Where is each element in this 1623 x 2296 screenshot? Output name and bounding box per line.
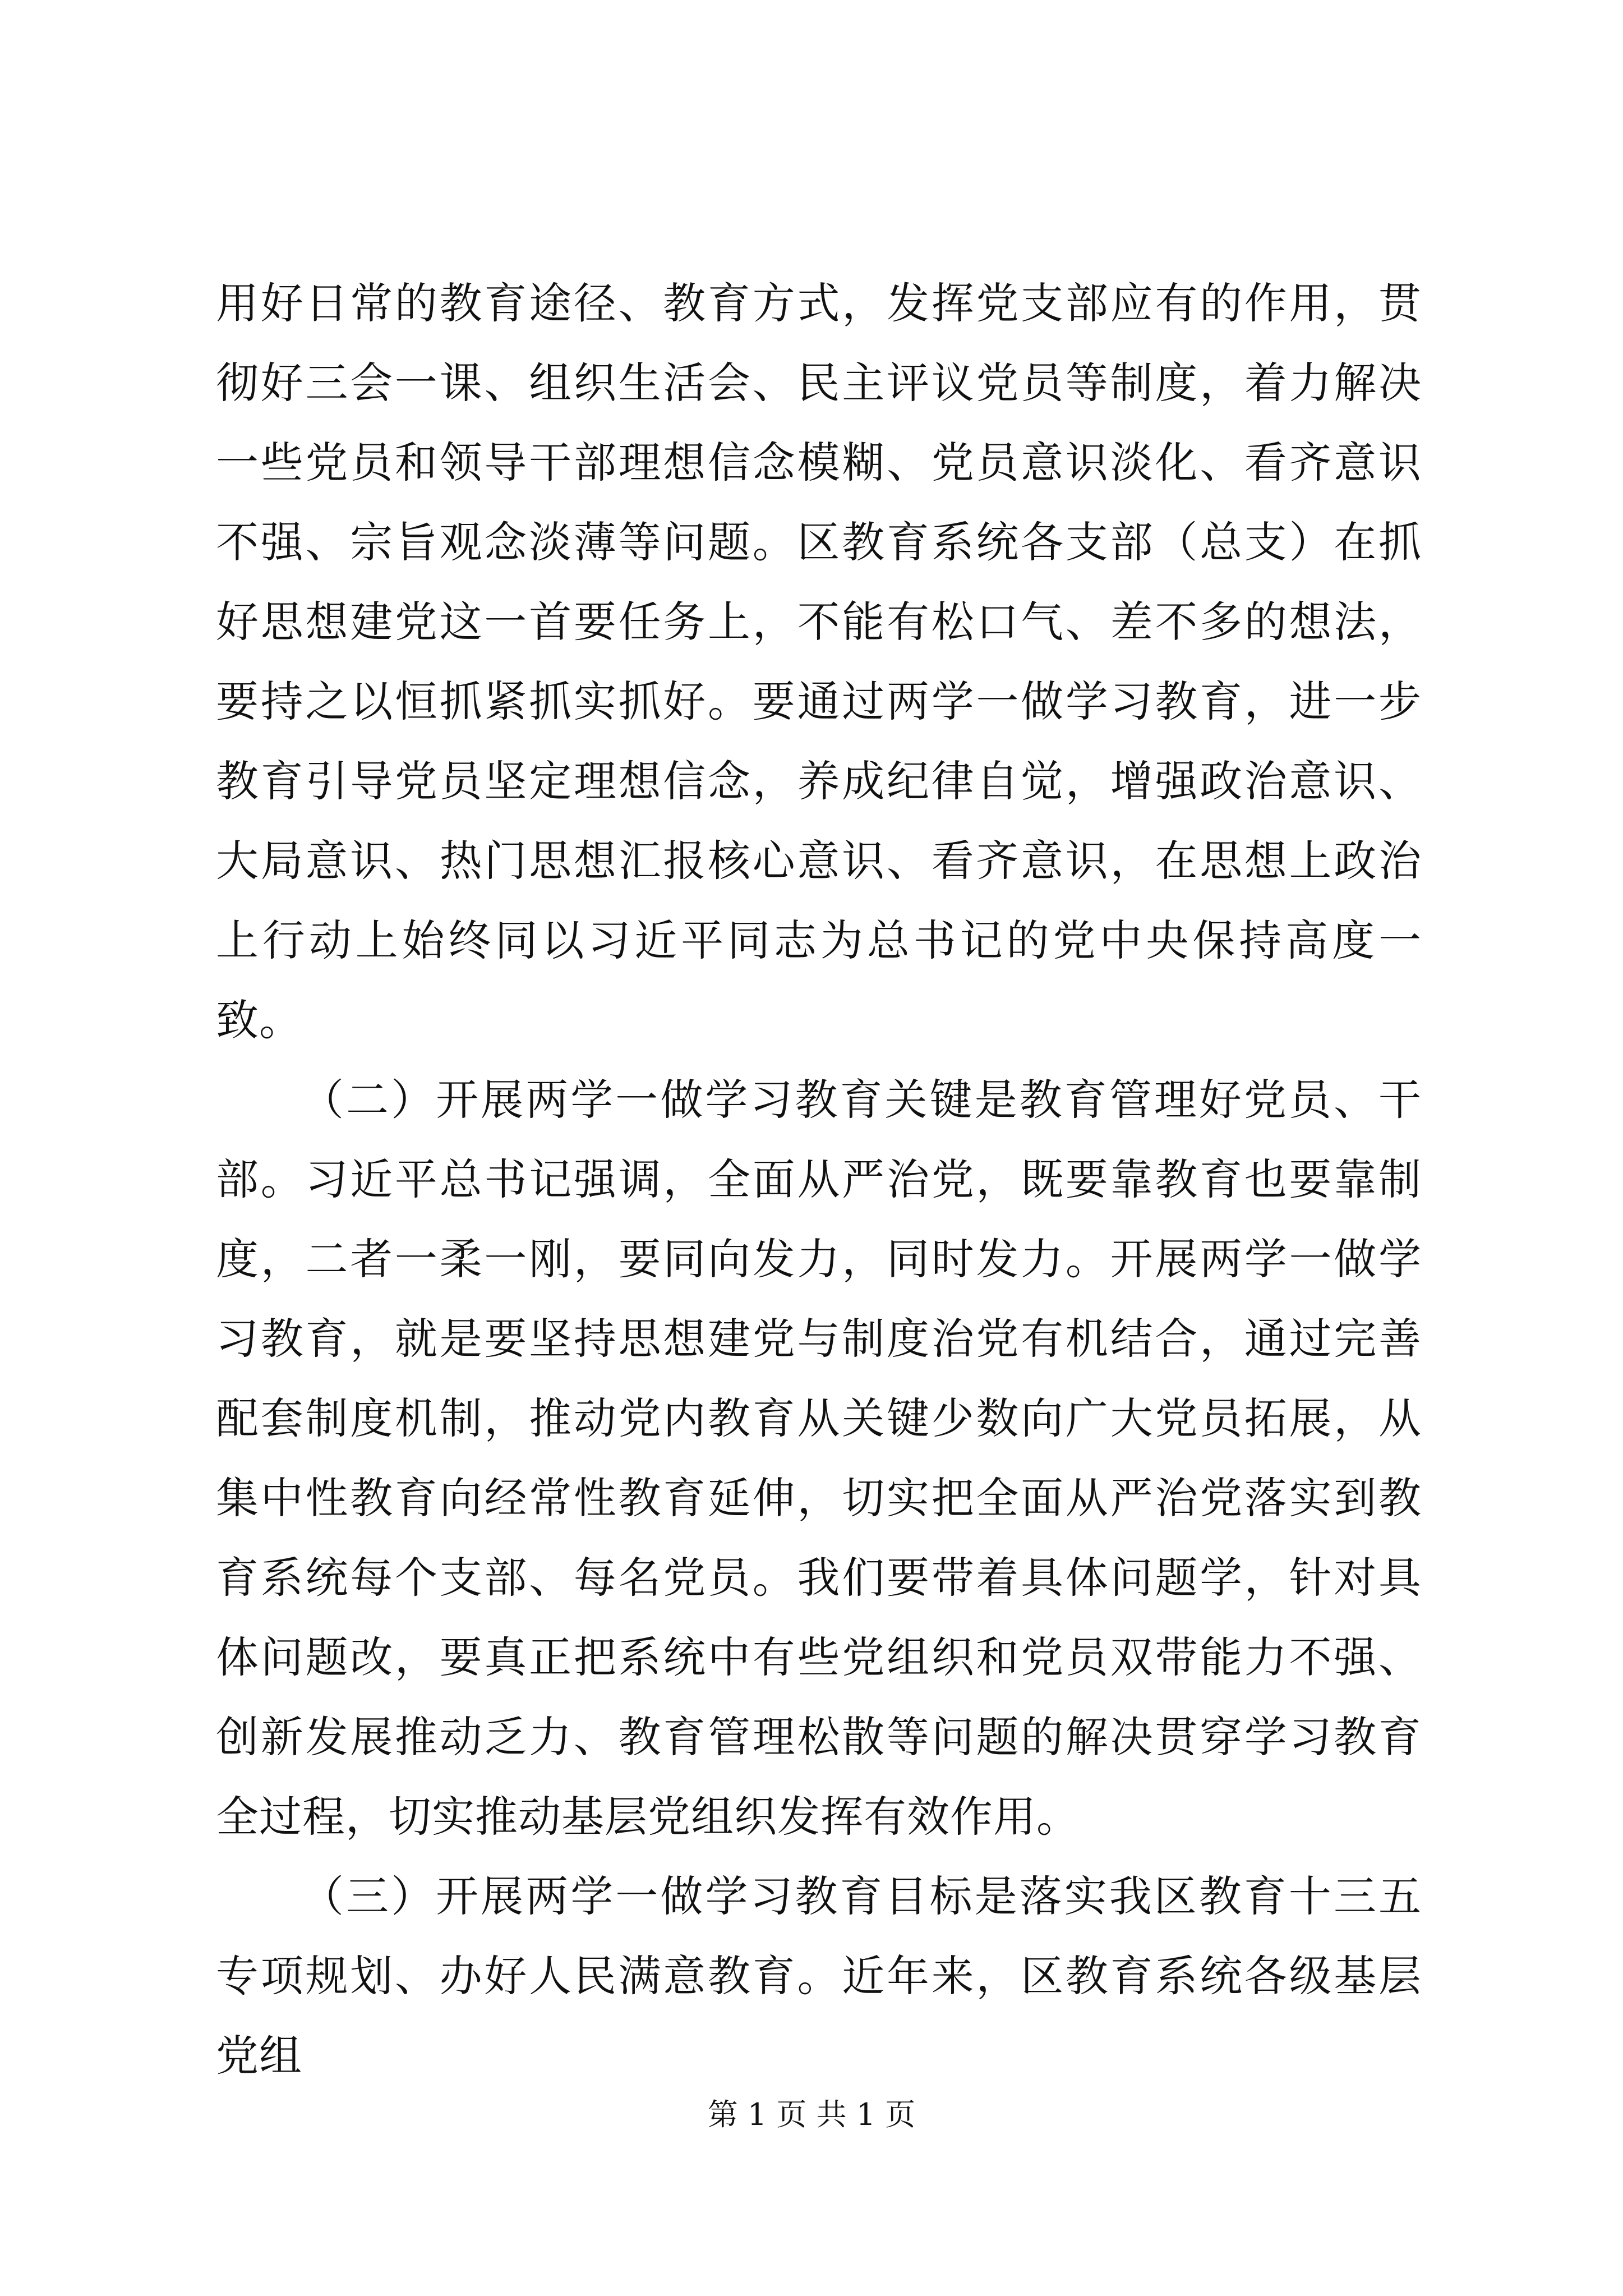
paragraph-1: 用好日常的教育途径、教育方式，发挥党支部应有的作用，贯彻好三会一课、组织生活会、民主评议党员等制度，着力解决一些党员和领导干部理想信念模糊、党员意识淡化、看齐意识不强、宗旨观念淡薄等问题。区教育系统各支部（总支）在抓好思想建党这一首要任务上，不能有松口气、差不多的想法，要持之以恒抓紧抓实抓好。要通过两学一做学习教育，进一步教育引导党员坚定理想信念，养成纪律自觉，增强政治意识、大局意识、热门思想汇报核心意识、看齐意识，在思想上政治上行动上始终同以习近平同志为总书记的党中央保持高度一致。 [216, 278, 1422, 1045]
paragraph-3: （三）开展两学一做学习教育目标是落实我区教育十三五专项规划、办好人民满意教育。近年来，区教育系统各级基层党组 [216, 1871, 1422, 2081]
page-footer: 第 1 页 共 1 页 [707, 2097, 916, 2132]
paragraph-2: （二）开展两学一做学习教育关键是教育管理好党员、干部。习近平总书记强调，全面从严治党，既要靠教育也要靠制度，二者一柔一刚，要同向发力，同时发力。开展两学一做学习教育，就是要坚持思想建党与制度治党有机结合，通过完善配套制度机制，推动党内教育从关键少数向广大党员拓展，从集中性教育向经常性教育延伸，切实把全面从严治党落实到教育系统每个支部、每名党员。我们要带着具体问题学，针对具体问题改，要真正把系统中有些党组织和党员双带能力不强、创新发展推动乏力、教育管理松散等问题的解决贯穿学习教育全过程，切实推动基层党组织发挥有效作用。 [216, 1075, 1422, 1842]
document-body [216, 264, 1422, 2096]
